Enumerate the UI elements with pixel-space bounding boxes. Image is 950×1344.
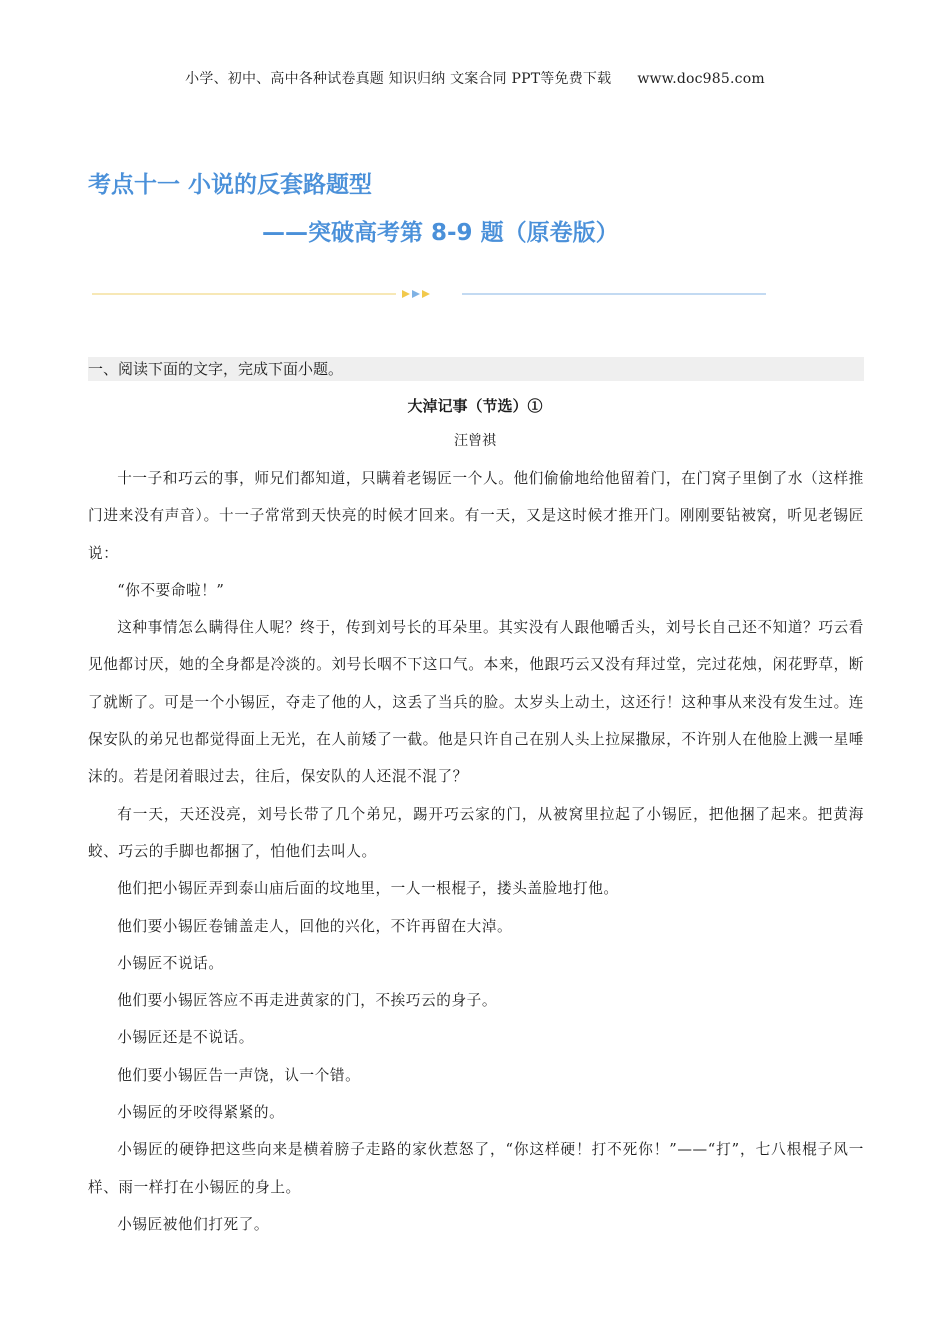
title-divider bbox=[92, 286, 766, 302]
divider-arrow-icon bbox=[422, 290, 430, 298]
header-url[interactable]: www.doc985.com bbox=[637, 71, 765, 87]
story-paragraph: 十一子和巧云的事，师兄们都知道，只瞒着老锡匠一个人。他们偷偷地给他留着门，在门窝子里倒了水（这样推门进来没有声音）。十一子常常到天快亮的时候才回来。有一天，又是这时候才推开门。刚刚要钻被窝，听见老锡匠说： bbox=[88, 470, 864, 562]
story-paragraph: 他们要小锡匠卷铺盖走人，回他的兴化，不许再留在大淖。 bbox=[117, 917, 513, 935]
story-paragraph: 他们要小锡匠告一声饶，认一个错。 bbox=[117, 1066, 361, 1084]
header-text: 小学、初中、高中各种试卷真题 知识归纳 文案合同 PPT等免费下载 bbox=[185, 71, 612, 87]
page-subtitle: ——突破高考第 8-9 题（原卷版） bbox=[262, 220, 619, 246]
page-title: 考点十一 小说的反套路题型 bbox=[88, 172, 373, 198]
divider-arrow-icon bbox=[412, 290, 420, 298]
story-paragraph: 有一天，天还没亮，刘号长带了几个弟兄，踢开巧云家的门，从被窝里拉起了小锡匠，把他捆了起来。把黄海蛟、巧云的手脚也都捆了，怕他们去叫人。 bbox=[88, 805, 864, 860]
story-paragraph: 小锡匠还是不说话。 bbox=[117, 1029, 254, 1047]
story-paragraph: 小锡匠不说话。 bbox=[117, 954, 224, 972]
divider-arrow-icon bbox=[402, 290, 410, 298]
story-paragraph: 这种事情怎么瞒得住人呢？终于，传到刘号长的耳朵里。其实没有人跟他嚼舌头，刘号长自己还不知道？巧云看见他都讨厌，她的全身都是冷淡的。刘号长咽不下这口气。本来，他跟巧云又没有拜过堂，完过花烛，闲花野草，断了就断了。可是一个小锡匠，夺走了他的人，这丢了当兵的脸。太岁头上动土，这还行！这种事从来没有发生过。连保安队的弟兄也都觉得面上无光，在人前矮了一截。他是只许自己在别人头上拉屎撒尿，不许别人在他脸上溅一星唾沫的。若是闭着眼过去，往后，保安队的人还混不混了？ bbox=[88, 619, 864, 786]
story-paragraph: 他们把小锡匠弄到泰山庙后面的坟地里，一人一根棍子，搂头盖脸地打他。 bbox=[117, 880, 619, 898]
story-title: 大淖记事（节选）① bbox=[407, 397, 543, 415]
section-heading: 一、阅读下面的文字，完成下面小题。 bbox=[88, 360, 344, 378]
story-paragraph: 他们要小锡匠答应不再走进黄家的门，不挨巧云的身子。 bbox=[117, 992, 498, 1010]
story-body bbox=[88, 460, 864, 1243]
page-header bbox=[0, 68, 950, 88]
story-paragraph: 小锡匠被他们打死了。 bbox=[117, 1215, 270, 1233]
story-paragraph: 小锡匠的牙咬得紧紧的。 bbox=[117, 1104, 285, 1122]
story-paragraph: 小锡匠的硬铮把这些向来是横着膀子走路的家伙惹怒了，“你这样硬！打不死你！”——“打”，七八根棍子风一样、雨一样打在小锡匠的身上。 bbox=[88, 1141, 864, 1196]
story-author: 汪曾祺 bbox=[454, 433, 496, 449]
story-paragraph: “你不要命啦！” bbox=[117, 581, 225, 599]
section-heading-bar bbox=[88, 357, 864, 381]
